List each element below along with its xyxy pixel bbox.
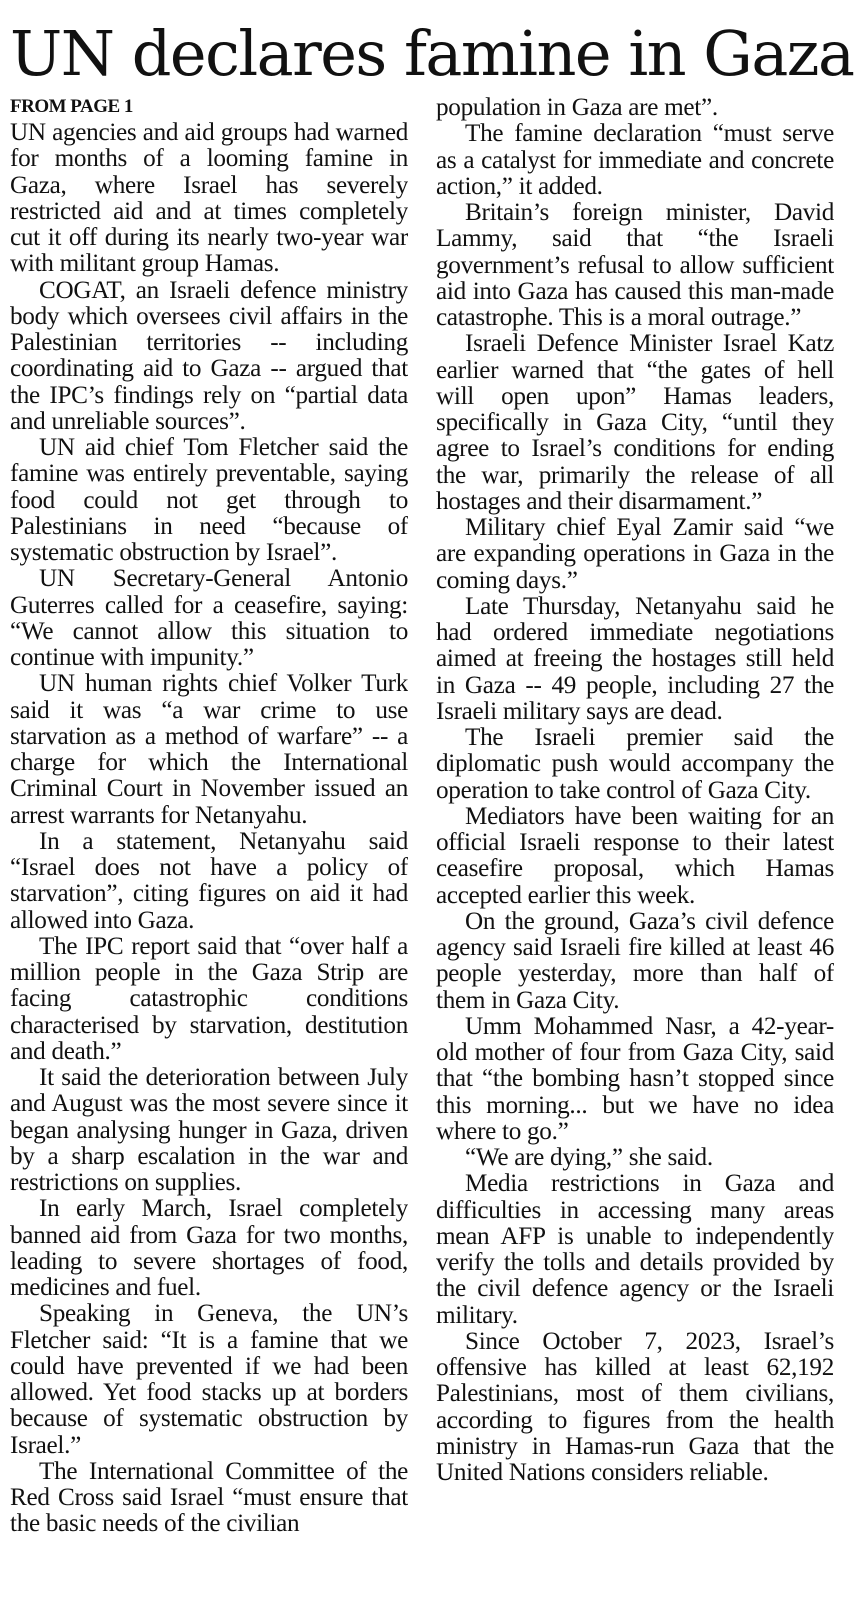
paragraph: UN human rights chief Volker Turk said it was “a war crime to use starvation as a method of warfare” -- a charge for which the International Criminal Court in November issued an arrest warrants for Netanyahu. bbox=[10, 670, 408, 829]
article-column-left bbox=[10, 120, 408, 1590]
kicker-from-page-1: FROM PAGE 1 bbox=[10, 96, 133, 117]
paragraph: “We are dying,” she said. bbox=[465, 1144, 713, 1171]
paragraph: Media restrictions in Gaza and difficulties in accessing many areas mean AFP is unable to independently verify the tolls and details provided by the civil defence agency or the Israeli military. bbox=[436, 1170, 834, 1329]
paragraph: Late Thursday, Netanyahu said he had ordered immediate negotiations aimed at freeing the hostages still held in Gaza -- 49 people, including 27 the Israeli military says are dead. bbox=[436, 592, 834, 725]
paragraph: Military chief Eyal Zamir said “we are expanding operations in Gaza in the coming days.” bbox=[436, 514, 834, 594]
paragraph: The IPC report said that “over half a million people in the Gaza Strip are facing catastrophic conditions characterised by starvation, destitution and death.” bbox=[10, 932, 408, 1065]
paragraph: The famine declaration “must serve as a catalyst for immediate and concrete action,” it added. bbox=[436, 120, 834, 200]
paragraph: Since October 7, 2023, Israel’s offensive has killed at least 62,192 Palestinians, most of them civilians, according to figures from the health ministry in Hamas-run Gaza that the United Nations considers reliable. bbox=[436, 1327, 834, 1486]
paragraph-continuation: population in Gaza are met”. bbox=[436, 95, 718, 121]
paragraph: Speaking in Geneva, the UN’s Fletcher said: “It is a famine that we could have prevented if we had been allowed. Yet food stacks up at borders because of systematic obstruction by Israel.” bbox=[10, 1300, 408, 1459]
paragraph: UN aid chief Tom Fletcher said the famine was entirely preventable, saying food could not get through to Palestinians in need “because of systematic obstruction by Israel”. bbox=[10, 434, 408, 566]
paragraph: UN Secretary-General Antonio Guterres called for a ceasefire, saying: “We cannot allow this situation to continue with impunity.” bbox=[10, 565, 408, 671]
paragraph: The International Committee of the Red Cross said Israel “must ensure that the basic needs of the civilian bbox=[10, 1457, 408, 1538]
paragraph: Britain’s foreign minister, David Lammy, said that “the Israeli government’s refusal to allow sufficient aid into Gaza has caused this man-made catastrophe. This is a moral outrage.” bbox=[436, 199, 834, 331]
paragraph: Mediators have been waiting for an official Israeli response to their latest ceasefire proposal, which Hamas accepted earlier this week. bbox=[436, 802, 834, 909]
headline: UN declares famine in Gaza bbox=[10, 17, 854, 90]
paragraph: In early March, Israel completely banned aid from Gaza for two months, leading to severe shortages of food, medicines and fuel. bbox=[10, 1195, 408, 1301]
paragraph: COGAT, an Israeli defence ministry body which oversees civil affairs in the Palestinian territories -- including coordinating aid to Gaza -- argued that the IPC’s findings rely on “partial data and unreliable sources”. bbox=[10, 276, 408, 435]
paragraph: In a statement, Netanyahu said “Israel does not have a policy of starvation”, citing figures on aid it had allowed into Gaza. bbox=[10, 827, 408, 934]
paragraph: Umm Mohammed Nasr, a 42-year-old mother of four from Gaza City, said that “the bombing hasn’t stopped since this morning... but we have no idea where to go.” bbox=[436, 1012, 834, 1145]
paragraph: The Israeli premier said the diplomatic push would accompany the operation to take control of Gaza City. bbox=[436, 724, 834, 804]
article-column-right bbox=[436, 95, 834, 1585]
paragraph: It said the deterioration between July and August was the most severe since it began analysing hunger in Gaza, driven by a sharp escalation in the war and restrictions on supplies. bbox=[10, 1064, 408, 1196]
paragraph: Israeli Defence Minister Israel Katz earlier warned that “the gates of hell will open upon” Hamas leaders, specifically in Gaza City, “until they agree to Israel’s conditions for ending the war, primarily the release of all hostages and their disarmament.” bbox=[436, 330, 834, 515]
paragraph: On the ground, Gaza’s civil defence agency said Israeli fire killed at least 46 people yesterday, more than half of them in Gaza City. bbox=[436, 907, 834, 1014]
paragraph: UN agencies and aid groups had warned for months of a looming famine in Gaza, where Israel has severely restricted aid and at times completely cut it off during its nearly two-year war with militant group Hamas. bbox=[10, 120, 408, 278]
